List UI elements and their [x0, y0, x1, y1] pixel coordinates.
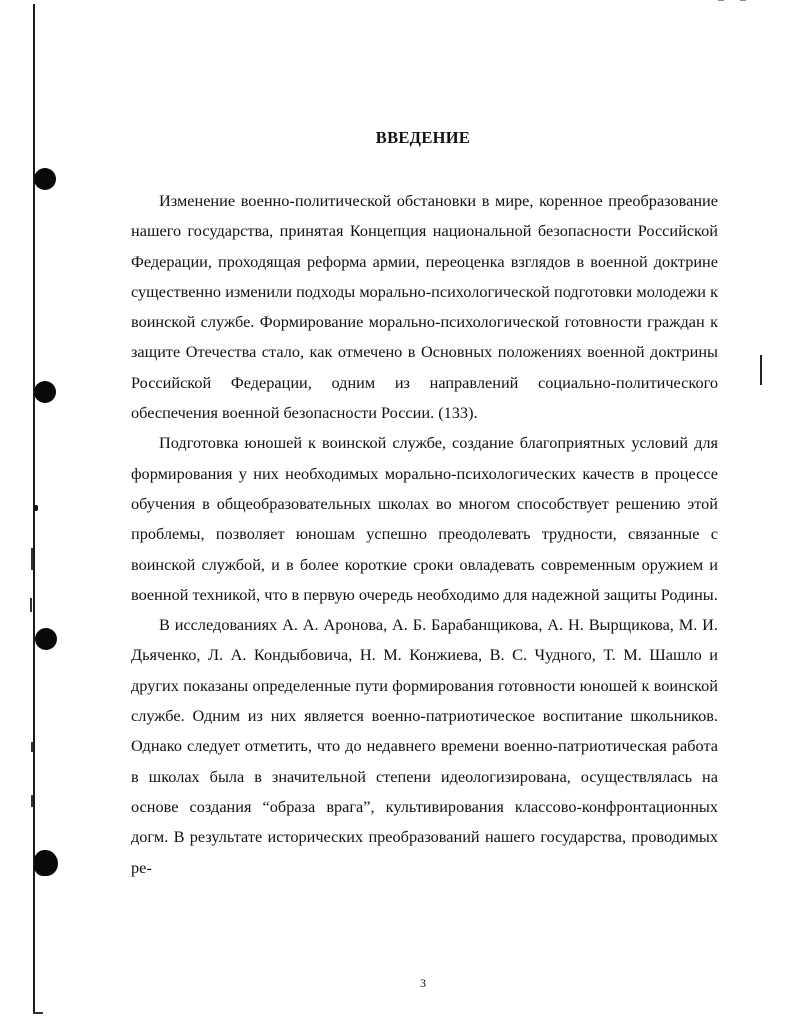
scan-top-dash-1 — [718, 0, 724, 1]
document-title: ВВЕДЕНИЕ — [375, 128, 471, 147]
paragraph-3: В исследованиях А. А. Аронова, А. Б. Барабанщикова, А. Н. Вырщикова, М. И. Дьяченко, Л. А. Кондыбовича, Н. М. Конжиева, В. С. Чудного, Т. М. Шашло и других показаны определенные пути формирования готовности юношей к воинской службе. Одним из них является военно-патриотическое воспитание школьников. Однако следует отметить, что до недавнего времени военно-патриотическая работа в школах была в значительной степени идеологизирована, осуществлялась на основе создания “образа врага”, культивирования классово-конфронтационных догм. В результате исторических преобразований нашего государства, проводимых ре- — [131, 615, 718, 877]
scan-bottom-corner — [33, 1012, 43, 1014]
scan-top-dash-2 — [740, 0, 746, 1]
punch-hole-1 — [34, 168, 56, 190]
scan-right-margin-mark — [760, 355, 762, 385]
punch-hole-4 — [34, 850, 58, 876]
scan-tick-mark-3 — [31, 742, 33, 752]
page-number: 3 — [420, 976, 426, 990]
scan-tick-mark-1 — [31, 548, 33, 570]
paragraph-1: Изменение военно-политической обстановки в мире, коренное преобразование нашего государства, принятая Концепция национальной безопасности Российской Федерации, проходящая реформа армии, переоценка взглядов в военной доктрине существенно изменили подходы морально-психологической подготовки молодежи к воинской службе. Формирование морально-психологической готовности граждан к защите Отечества стало, как отмечено в Основных положениях военной доктрины Российской Федерации, одним из направлений социально-политического обеспечения военной безопасности России. (133). — [131, 191, 718, 423]
punch-hole-2 — [34, 381, 56, 403]
scan-tick-mark-2 — [30, 598, 32, 612]
document-body — [131, 186, 718, 883]
scan-dot-mark — [34, 505, 38, 511]
paragraph-2: Подготовка юношей к воинской службе, создание благоприятных условий для формирования у них необходимых морально-психологических качеств в процессе обучения в общеобразовательных школах во многом способствует решению этой проблемы, позволяет юношам успешно преодолевать трудности, связанные с воинской службой, и в более короткие сроки овладевать современным оружием и военной техникой, что в первую очередь необходимо для надежной защиты Родины. — [131, 433, 718, 604]
scan-tick-mark-4 — [31, 795, 33, 807]
punch-hole-3 — [35, 628, 57, 650]
